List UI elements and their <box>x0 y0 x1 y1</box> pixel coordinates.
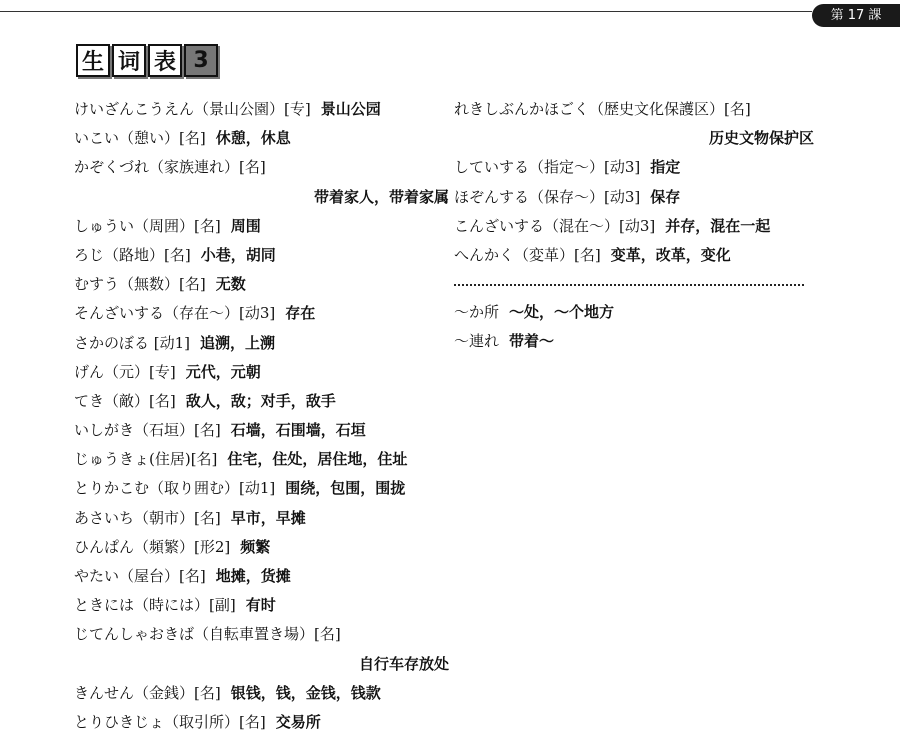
vocab-entry <box>74 329 449 358</box>
entry-word: いしがき（石垣）[名] <box>74 421 221 440</box>
suffix-entry <box>454 298 814 327</box>
entry-meaning: 地摊，货摊 <box>215 567 291 585</box>
vocab-entry <box>74 153 449 182</box>
entry-word: しゅうい（周囲）[名] <box>74 216 221 235</box>
entry-word: けいざんこうえん（景山公園）[专] <box>74 100 311 118</box>
vocab-entry <box>454 183 814 212</box>
entry-word: いこい（憩い）[名] <box>74 129 206 148</box>
entry-meaning: 石墙，石围墙，石垣 <box>230 421 366 440</box>
vocab-entry <box>74 387 449 416</box>
vocab-entry-continued <box>74 183 449 212</box>
vocab-entry <box>74 533 449 562</box>
entry-meaning: 敌人，敌；对手，敌手 <box>185 391 336 410</box>
entry-word: こんざいする（混在〜）[动3] <box>454 216 656 235</box>
vocab-entry <box>74 299 449 328</box>
entry-meaning: 并存，混在一起 <box>665 216 771 235</box>
entry-meaning: 元代，元朝 <box>185 362 261 381</box>
entry-meaning: 指定 <box>650 158 681 177</box>
entry-meaning: 保存 <box>650 187 681 206</box>
entry-meaning: 围绕，包围，围拢 <box>285 479 406 498</box>
entry-word: へんかく（変革）[名] <box>454 245 601 264</box>
entry-word: とりかこむ（取り囲む）[动1] <box>74 479 276 498</box>
entry-word: 〜連れ <box>454 332 500 351</box>
vocab-entry <box>74 474 449 503</box>
vocab-column-left <box>74 95 449 737</box>
entry-word: さかのぼる [动1] <box>74 333 191 352</box>
entry-word: げん（元）[专] <box>74 362 176 381</box>
title-char-1: 生 <box>76 44 110 77</box>
entry-meaning: 自行车存放处 <box>358 654 449 673</box>
entry-meaning: 带着家人，带着家属 <box>313 187 449 206</box>
entry-meaning: 有时 <box>245 596 276 615</box>
vocab-entry <box>74 445 449 474</box>
vocab-entry <box>74 95 449 124</box>
entry-word: ほぞんする（保存〜）[动3] <box>454 187 641 206</box>
entry-word: ろじ（路地）[名] <box>74 245 191 264</box>
entry-word: やたい（屋台）[名] <box>74 567 206 585</box>
vocab-entry <box>74 679 449 708</box>
entry-word: じゅうきょ(住居)[名] <box>74 450 218 469</box>
entry-meaning: 带着〜 <box>509 332 555 351</box>
entry-meaning: 交易所 <box>275 712 321 731</box>
vocab-column-right <box>454 95 814 357</box>
entry-meaning: 〜处，〜个地方 <box>509 303 615 322</box>
entry-word: ひんぱん（頻繁）[形2] <box>74 537 231 556</box>
lesson-tab: 第 17 課 <box>812 4 900 27</box>
entry-word: きんせん（金銭）[名] <box>74 683 221 702</box>
entry-word: れきしぶんかほごく（歴史文化保護区）[名] <box>454 100 751 118</box>
vocab-entry <box>454 153 814 182</box>
vocab-entry <box>74 212 449 241</box>
entry-meaning: 银钱，钱，金钱，钱款 <box>230 683 381 702</box>
vocab-entry <box>74 620 449 649</box>
entry-meaning: 追溯，上溯 <box>200 333 276 352</box>
vocab-entry <box>454 241 814 270</box>
entry-meaning: 频繁 <box>240 537 271 556</box>
entry-word: していする（指定〜）[动3] <box>454 158 641 177</box>
vocab-entry-continued <box>74 650 449 679</box>
entry-word: そんざいする（存在〜）[动3] <box>74 304 276 323</box>
vocab-entry <box>74 591 449 620</box>
vocab-entry <box>74 124 449 153</box>
vocab-entry <box>74 358 449 387</box>
entry-meaning: 无数 <box>215 275 246 294</box>
vocab-entry <box>74 270 449 299</box>
vocab-entry <box>74 416 449 445</box>
title-number: 3 <box>184 44 218 77</box>
entry-meaning: 休憩，休息 <box>215 129 291 148</box>
vocab-entry <box>454 95 814 124</box>
vocab-entry-continued <box>454 124 814 153</box>
dotted-divider <box>454 284 804 286</box>
vocab-entry <box>74 504 449 533</box>
vocab-list-title <box>76 44 218 77</box>
entry-meaning: 周围 <box>230 216 261 235</box>
entry-word: とりひきじょ（取引所）[名] <box>74 712 266 731</box>
vocab-entry <box>74 241 449 270</box>
entry-meaning: 历史文物保护区 <box>708 129 814 148</box>
vocab-entry <box>74 708 449 737</box>
entry-word: ときには（時には）[副] <box>74 596 236 615</box>
suffix-entry <box>454 327 814 356</box>
entry-meaning: 小巷，胡同 <box>200 245 276 264</box>
title-char-3: 表 <box>148 44 182 77</box>
entry-meaning: 住宅，住处，居住地，住址 <box>227 450 408 469</box>
vocab-entry <box>74 562 449 591</box>
vocab-entry <box>454 212 814 241</box>
title-char-2: 词 <box>112 44 146 77</box>
entry-meaning: 景山公园 <box>320 100 381 118</box>
top-rule <box>0 11 812 12</box>
entry-meaning: 存在 <box>285 304 316 323</box>
entry-word: むすう（無数）[名] <box>74 275 206 294</box>
entry-word: あさいち（朝市）[名] <box>74 508 221 527</box>
entry-word: てき（敵）[名] <box>74 391 176 410</box>
entry-word: かぞくづれ（家族連れ）[名] <box>74 158 266 177</box>
entry-word: じてんしゃおきば（自転車置き場）[名] <box>74 625 341 644</box>
entry-word: 〜か所 <box>454 303 500 322</box>
entry-meaning: 变革，改革，变化 <box>610 245 731 264</box>
entry-meaning: 早市，早摊 <box>230 508 306 527</box>
